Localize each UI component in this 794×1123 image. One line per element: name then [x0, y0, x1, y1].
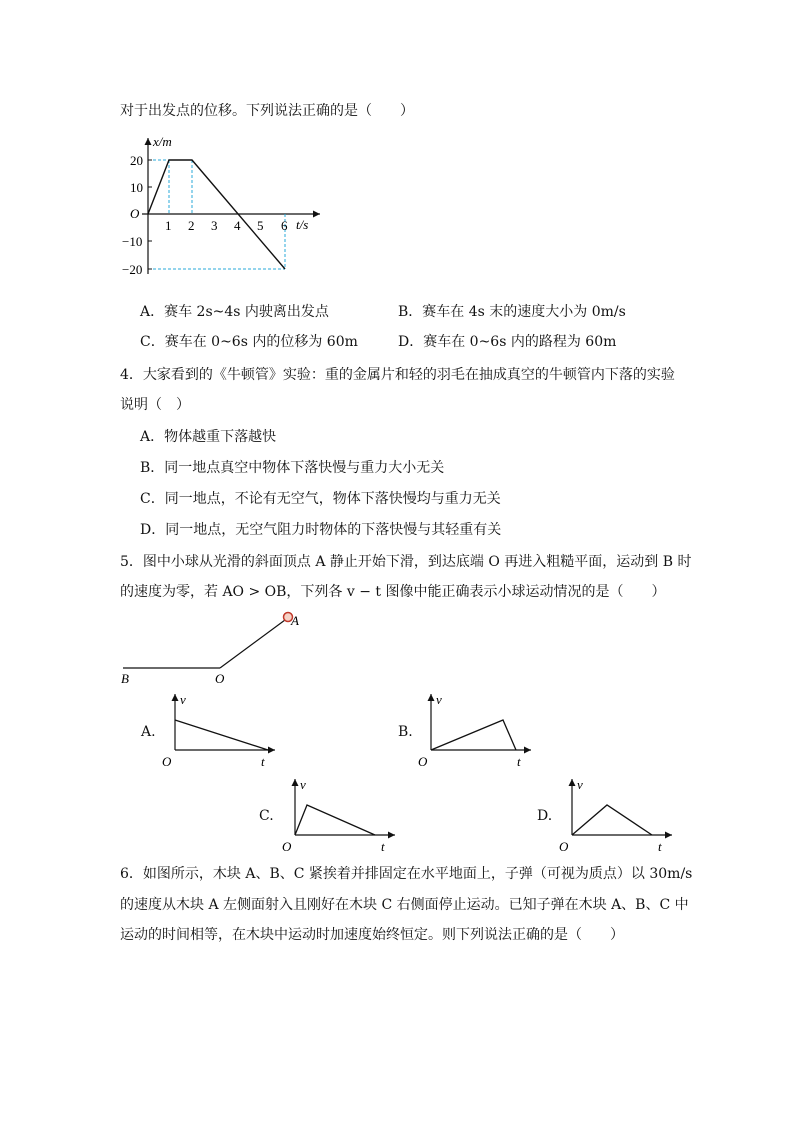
q3-xtick-3: 3	[211, 218, 218, 233]
q4-option-b[interactable]: B．同一地点真空中物体下落快慢与重力大小无关	[140, 460, 445, 476]
svg-text:t: t	[261, 754, 265, 769]
q3-xtick-5: 5	[257, 218, 264, 233]
q3-xtick-4: 4	[234, 218, 241, 233]
q5-d-curve	[572, 805, 652, 835]
q3-option-a[interactable]: A．赛车 2s~4s 内驶离出发点	[140, 304, 329, 320]
q4-option-d[interactable]: D．同一地点，无空气阻力时物体的下落快慢与其轻重有关	[140, 522, 502, 538]
q3-xtick-6: 6	[281, 218, 288, 233]
q3-ytick-neg20: −20	[122, 262, 143, 277]
q5-a-curve	[175, 720, 268, 750]
svg-text:v: v	[577, 777, 583, 792]
q3-xt-graph	[122, 132, 328, 282]
q5-option-a-label[interactable]: A.	[141, 724, 156, 740]
svg-text:t: t	[658, 839, 662, 854]
q5-option-c-label[interactable]: C.	[259, 808, 274, 824]
q5-option-b-label[interactable]: B.	[398, 724, 413, 740]
svg-text:t: t	[381, 839, 385, 854]
q3-option-d[interactable]: D．赛车在 0~6s 内的路程为 60m	[398, 334, 617, 350]
q4-stem-line1: 4．大家看到的《牛顿管》实验：重的金属片和轻的羽毛在抽成真空的牛顿管内下落的实验	[120, 367, 675, 383]
q3-ytick-20: 20	[130, 153, 143, 168]
q3-option-c[interactable]: C．赛车在 0~6s 内的位移为 60m	[140, 334, 358, 350]
q3-y-axis-label: x/m	[153, 134, 172, 149]
q3-option-b[interactable]: B．赛车在 4s 末的速度大小为 0m/s	[398, 304, 626, 320]
q5-label-a: A	[291, 613, 299, 628]
q5-incline-figure	[115, 606, 315, 686]
q5-option-c-graph[interactable]	[280, 775, 400, 855]
q3-ytick-neg10: −10	[122, 234, 143, 249]
q5-option-d-label[interactable]: D.	[537, 808, 553, 824]
q4-option-a[interactable]: A．物体越重下落越快	[140, 429, 277, 445]
q3-xtick-1: 1	[165, 218, 172, 233]
svg-text:O: O	[418, 754, 428, 769]
q3-xtick-2: 2	[188, 218, 195, 233]
q3-x-axis-label: t/s	[296, 217, 309, 232]
svg-text:O: O	[559, 839, 569, 854]
q6-stem-line1: 6．如图所示，木块 A、B、C 紧挨着并排固定在水平地面上，子弹（可视为质点）以 30m/s	[120, 866, 693, 882]
svg-text:v: v	[300, 777, 306, 792]
svg-text:v: v	[436, 692, 442, 707]
q3-origin-label: O	[130, 206, 140, 221]
q5-option-a-graph[interactable]	[160, 690, 280, 770]
q6-stem-line3: 运动的时间相等，在木块中运动时加速度始终恒定。则下列说法正确的是（ ）	[120, 927, 624, 943]
q5-stem-line1: 5．图中小球从光滑的斜面顶点 A 静止开始下滑，到达底端 O 再进入粗糙平面，运动到 B 时	[120, 554, 692, 570]
q5-b-curve	[431, 720, 516, 750]
svg-text:t: t	[517, 754, 521, 769]
q5-c-curve	[295, 805, 375, 835]
q6-stem-line2: 的速度从木块 A 左侧面射入且刚好在木块 C 右侧面停止运动。已知子弹在木块 A、B、C 中	[120, 897, 689, 913]
q4-option-c[interactable]: C．同一地点，不论有无空气，物体下落快慢均与重力无关	[140, 491, 501, 507]
svg-text:O: O	[282, 839, 292, 854]
q5-stem-line2: 的速度为零，若 AO > OB，下列各 v − t 图像中能正确表示小球运动情况的是（ ）	[120, 584, 666, 600]
svg-text:O: O	[162, 754, 172, 769]
q5-option-d-graph[interactable]	[557, 775, 677, 855]
svg-text:v: v	[180, 692, 186, 707]
q5-label-b: B	[121, 671, 129, 686]
q5-option-b-graph[interactable]	[416, 690, 536, 770]
q4-stem-line2: 说明（ ）	[120, 397, 190, 413]
q5-smooth-incline	[220, 620, 285, 668]
q5-label-o: O	[215, 671, 225, 686]
q3-ytick-10: 10	[130, 180, 143, 195]
q3-stem-tail: 对于出发点的位移。下列说法正确的是（ ）	[120, 103, 414, 119]
